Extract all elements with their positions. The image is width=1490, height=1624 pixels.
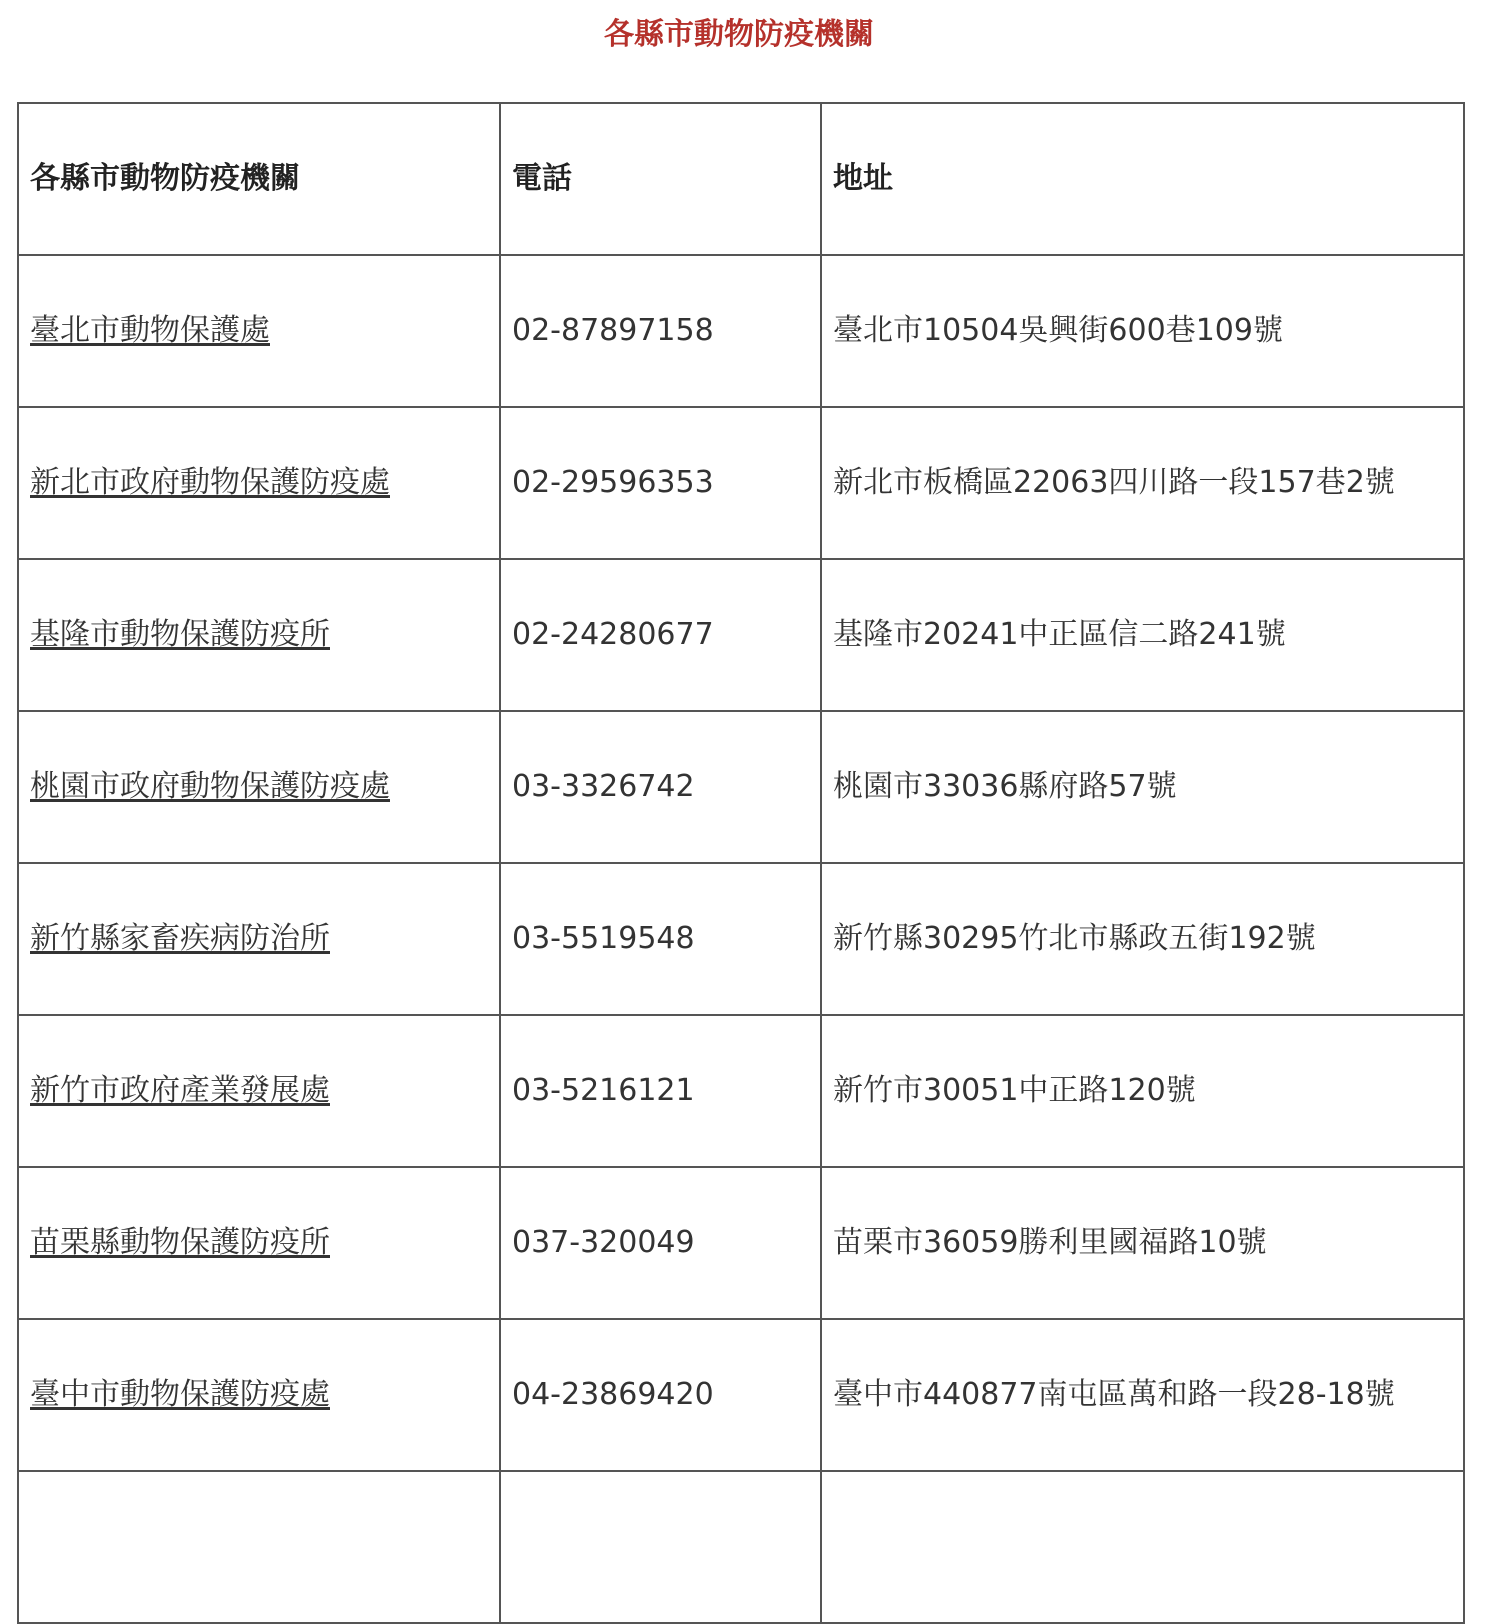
agency-link[interactable]: 新北市政府動物保護防疫處: [30, 465, 390, 500]
phone-cell: 02-29596353: [500, 407, 821, 559]
agency-link[interactable]: 新竹縣家畜疾病防治所: [30, 921, 330, 956]
agency-cell: [18, 1167, 500, 1319]
phone-cell: 04-23869420: [500, 1319, 821, 1471]
table-row: [18, 711, 1464, 863]
table-row: [18, 863, 1464, 1015]
phone-cell: [500, 1471, 821, 1623]
address-cell: 新北市板橋區22063四川路一段157巷2號: [821, 407, 1464, 559]
agency-link[interactable]: 新竹市政府產業發展處: [30, 1073, 330, 1108]
agency-cell: [18, 407, 500, 559]
address-cell: 桃園市33036縣府路57號: [821, 711, 1464, 863]
address-cell: [821, 1471, 1464, 1623]
agency-cell: [18, 863, 500, 1015]
address-cell: 臺中市440877南屯區萬和路一段28-18號: [821, 1319, 1464, 1471]
agency-cell: [18, 1015, 500, 1167]
phone-cell: 02-87897158: [500, 255, 821, 407]
agency-cell: [18, 559, 500, 711]
address-cell: 苗栗市36059勝利里國福路10號: [821, 1167, 1464, 1319]
header-agency: 各縣市動物防疫機關: [18, 103, 500, 255]
page-title: 各縣市動物防疫機關: [604, 17, 874, 52]
table-row: [18, 255, 1464, 407]
phone-cell: 037-320049: [500, 1167, 821, 1319]
address-cell: 臺北市10504吳興街600巷109號: [821, 255, 1464, 407]
phone-cell: 03-3326742: [500, 711, 821, 863]
header-address: 地址: [821, 103, 1464, 255]
address-cell: 基隆市20241中正區信二路241號: [821, 559, 1464, 711]
agency-cell: [18, 1319, 500, 1471]
phone-cell: 02-24280677: [500, 559, 821, 711]
agency-cell: [18, 1471, 500, 1623]
phone-cell: 03-5216121: [500, 1015, 821, 1167]
agency-link[interactable]: 臺北市動物保護處: [30, 313, 270, 348]
table-row: [18, 1319, 1464, 1471]
address-cell: 新竹縣30295竹北市縣政五街192號: [821, 863, 1464, 1015]
table-header-row: [18, 103, 1464, 255]
table-row: [18, 1167, 1464, 1319]
agency-link[interactable]: 臺中市動物保護防疫處: [30, 1377, 330, 1412]
agency-link[interactable]: 苗栗縣動物保護防疫所: [30, 1225, 330, 1260]
table-row-partial: [18, 1471, 1464, 1623]
table-row: [18, 1015, 1464, 1167]
agency-cell: [18, 711, 500, 863]
agency-cell: [18, 255, 500, 407]
table-row: [18, 559, 1464, 711]
phone-cell: 03-5519548: [500, 863, 821, 1015]
header-phone: 電話: [500, 103, 821, 255]
agency-link[interactable]: 基隆市動物保護防疫所: [30, 617, 330, 652]
address-cell: 新竹市30051中正路120號: [821, 1015, 1464, 1167]
agency-table: [17, 102, 1465, 1624]
table-row: [18, 407, 1464, 559]
agency-link[interactable]: 桃園市政府動物保護防疫處: [30, 769, 390, 804]
